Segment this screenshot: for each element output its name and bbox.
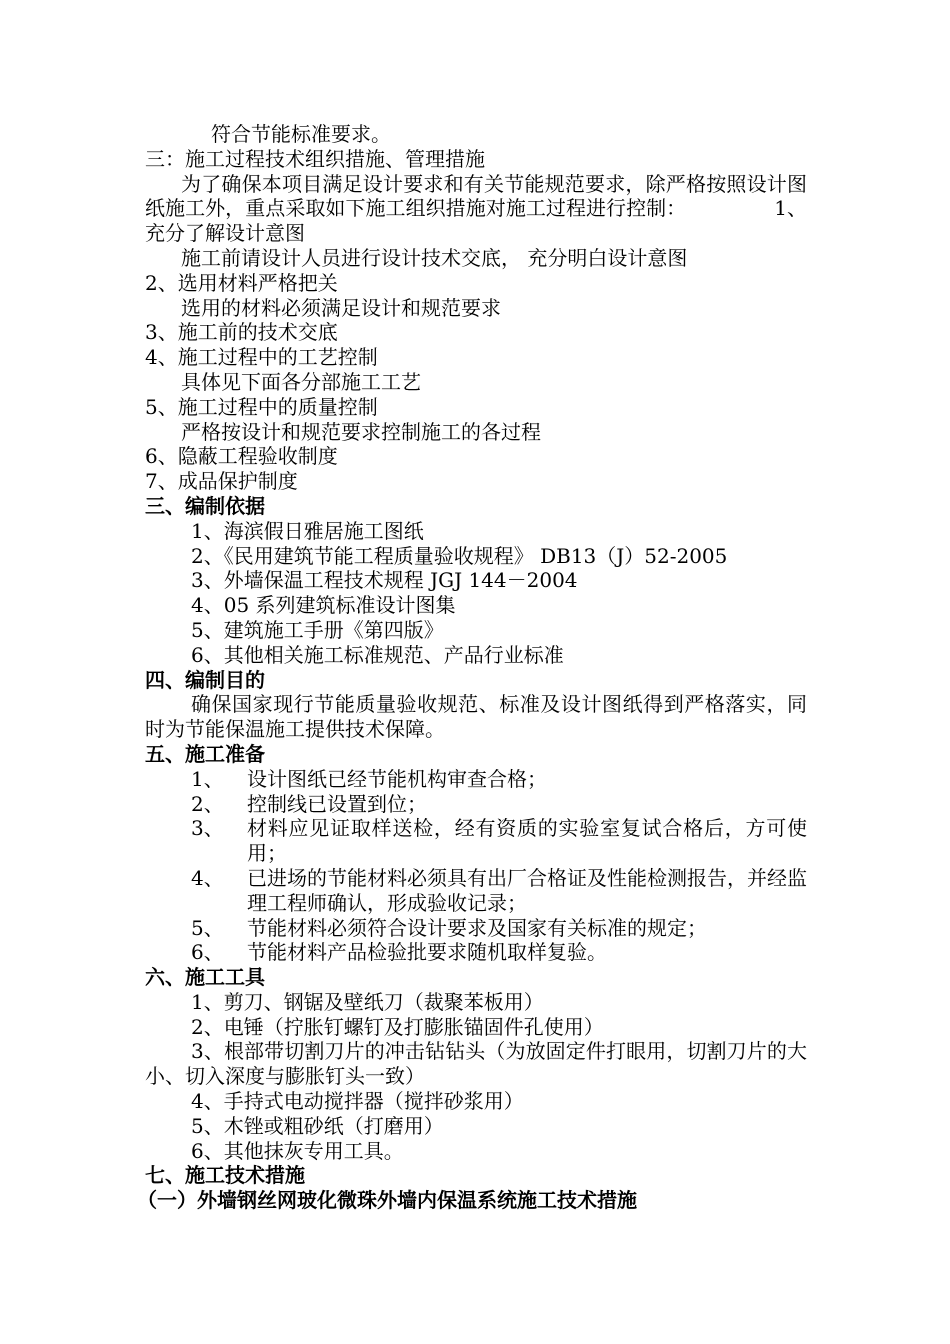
list-item: 5、施工过程中的质量控制 (145, 394, 378, 419)
text-line: 符合节能标准要求。 (211, 122, 391, 146)
list-text: 节能材料产品检验批要求随机取样复验。 (247, 940, 607, 965)
list-item: 3、根部带切割刀片的冲击钻钻头（为放固定件打眼用，切割刀片的大小、切入深度与膨胀钉头一致） (145, 1039, 807, 1089)
list-item: 1、充分了解设计意图 (145, 196, 808, 246)
list-number: 2、 (191, 791, 224, 816)
list-number: 4、 (191, 865, 224, 890)
list-item: 6、其他抹灰专用工具。 (191, 1138, 404, 1163)
list-item (145, 816, 807, 866)
list-item: 2、《民用建筑节能工程质量验收规程》 DB13（J）52-2005 (191, 543, 728, 568)
section-heading-tools: 六、施工工具 (145, 965, 265, 990)
list-item (145, 792, 807, 817)
text-line: 具体见下面各分部施工工艺 (181, 369, 421, 394)
list-item: 2、选用材料严格把关 (145, 270, 338, 295)
section-heading-purpose: 四、编制目的 (145, 667, 265, 692)
list-item: 1、剪刀、钢锯及壁纸刀（裁聚苯板用） (191, 989, 544, 1014)
list-item: 5、建筑施工手册《第四版》 (191, 617, 444, 642)
list-item (145, 940, 807, 965)
list-item: 3、施工前的技术交底 (145, 320, 338, 345)
section-heading-measures: 七、施工技术措施 (145, 1163, 305, 1188)
list-item: 4、施工过程中的工艺控制 (145, 345, 378, 370)
list-number: 5、 (191, 915, 224, 940)
list-item: 1、海滨假日雅居施工图纸 (191, 518, 424, 543)
list-text: 控制线已设置到位； (247, 791, 427, 816)
list-text: 材料应见证取样送检，经有资质的实验室复试合格后，方可使用； (247, 816, 807, 866)
list-text: 已进场的节能材料必须具有出厂合格证及性能检测报告，并经监理工程师确认，形成验收记录； (247, 865, 807, 915)
list-item: 7、成品保护制度 (145, 469, 298, 494)
list-number: 3、 (191, 816, 224, 841)
list-text: 设计图纸已经节能机构审查合格； (247, 766, 547, 791)
list-item (145, 767, 807, 792)
list-item: 2、电锤（拧胀钉螺钉及打膨胀锚固件孔使用） (191, 1014, 604, 1039)
text-line: 施工前请设计人员进行设计技术交底， 充分明白设计意图 (181, 245, 688, 270)
list-item: 4、手持式电动搅拌器（搅拌砂浆用） (191, 1089, 524, 1114)
list-item (145, 916, 807, 941)
list-item: 5、木锉或粗砂纸（打磨用） (191, 1113, 444, 1138)
list-item: 4、05 系列建筑标准设计图集 (191, 593, 456, 618)
list-number: 6、 (191, 940, 224, 965)
list-item: 6、其他相关施工标准规范、产品行业标准 (191, 642, 564, 667)
list-item (145, 866, 807, 916)
list-text: 节能材料必须符合设计要求及国家有关标准的规定； (247, 915, 707, 940)
paragraph-intro (145, 172, 807, 246)
list-item: 3、外墙保温工程技术规程 JGJ 144－2004 (191, 568, 578, 593)
paragraph-intro-text: 为了确保本项目满足设计要求和有关节能规范要求，除严格按照设计图纸施工外，重点采取如下施工组织措施对施工过程进行控制： (145, 171, 807, 221)
list-number: 1、 (191, 766, 224, 791)
document-body (137, 122, 808, 1213)
list-item: 6、隐蔽工程验收制度 (145, 444, 338, 469)
section-title-three-process: 三：施工过程技术组织措施、管理措施 (145, 146, 485, 171)
paragraph-purpose: 确保国家现行节能质量验收规范、标准及设计图纸得到严格落实，同时为节能保温施工提供技术保障。 (145, 692, 807, 742)
text-line: 选用的材料必须满足设计和规范要求 (181, 295, 501, 320)
section-heading-preparation: 五、施工准备 (145, 741, 265, 766)
text-line: 严格按设计和规范要求控制施工的各过程 (181, 419, 541, 444)
subsection-heading: （一）外墙钢丝网玻化微珠外墙内保温系统施工技术措施 (137, 1188, 637, 1213)
section-heading-basis: 三、编制依据 (145, 493, 265, 518)
